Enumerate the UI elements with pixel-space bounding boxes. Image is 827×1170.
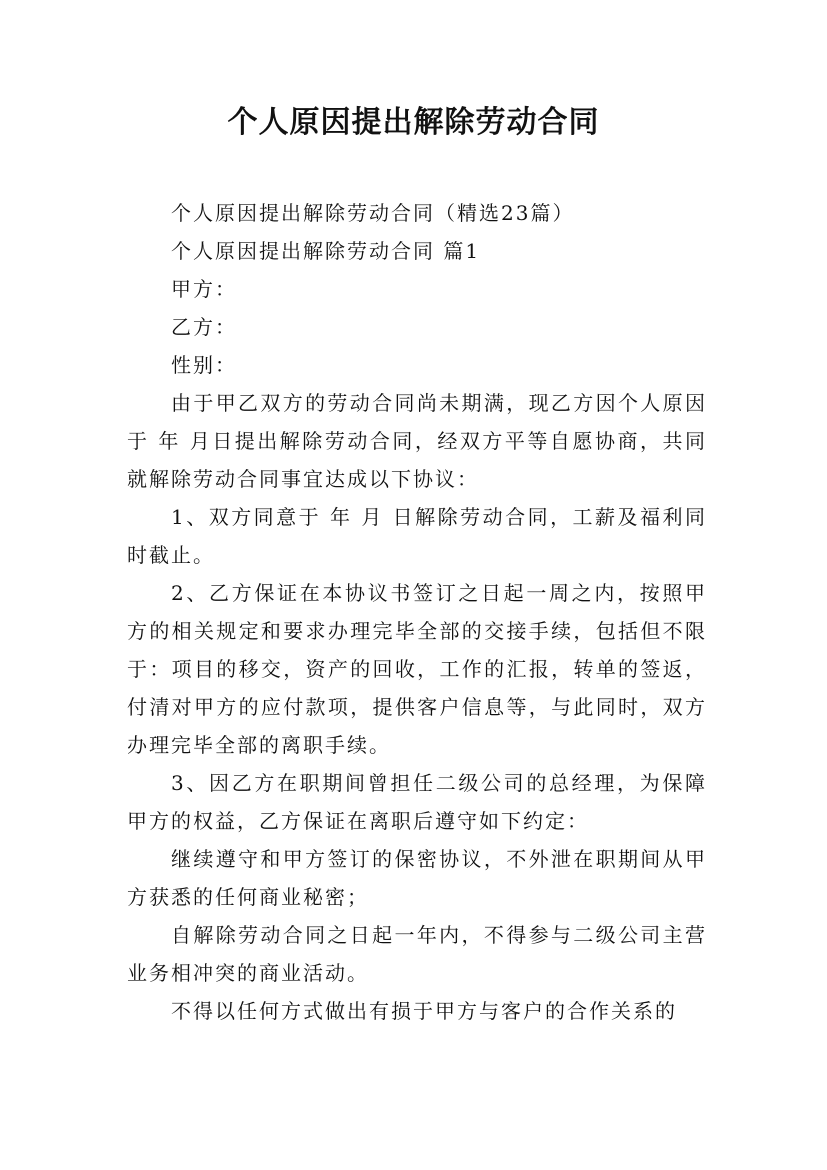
paragraph-gender: 性别： [171, 353, 237, 377]
document-title: 个人原因提出解除劳动合同 [227, 105, 600, 140]
paragraph-section-heading: 个人原因提出解除劳动合同 篇1 [171, 239, 481, 263]
paragraph-party-b: 乙方： [171, 315, 237, 339]
paragraph-subtitle: 个人原因提出解除劳动合同（精选23篇） [171, 201, 575, 225]
paragraph-clause-2: 2、乙方保证在本协议书签订之日起一周之内，按照甲方的相关规定和要求办理完毕全部的交接手续，包括但不限于：项目的移交，资产的回收，工作的汇报，转单的签返，付清对甲方的应付款项，提供客户信息等，与此同时，双方办理完毕全部的离职手续。 [127, 581, 707, 757]
document-body [127, 194, 707, 1030]
paragraph-clause-3: 3、因乙方在职期间曾担任二级公司的总经理，为保障甲方的权益，乙方保证在离职后遵守如下约定： [127, 771, 707, 833]
paragraph-confidentiality: 继续遵守和甲方签订的保密协议，不外泄在职期间从甲方获悉的任何商业秘密； [127, 847, 707, 909]
paragraph-non-compete: 自解除劳动合同之日起一年内，不得参与二级公司主营业务相冲突的商业活动。 [127, 923, 707, 985]
paragraph-clause-1: 1、双方同意于 年 月 日解除劳动合同，工薪及福利同时截止。 [127, 505, 707, 567]
paragraph-preamble: 由于甲乙双方的劳动合同尚未期满，现乙方因个人原因于 年 月日提出解除劳动合同，经双方平等自愿协商，共同就解除劳动合同事宜达成以下协议： [127, 391, 707, 491]
paragraph-client-relations: 不得以任何方式做出有损于甲方与客户的合作关系的 [171, 999, 677, 1023]
paragraph-party-a: 甲方： [171, 277, 237, 301]
